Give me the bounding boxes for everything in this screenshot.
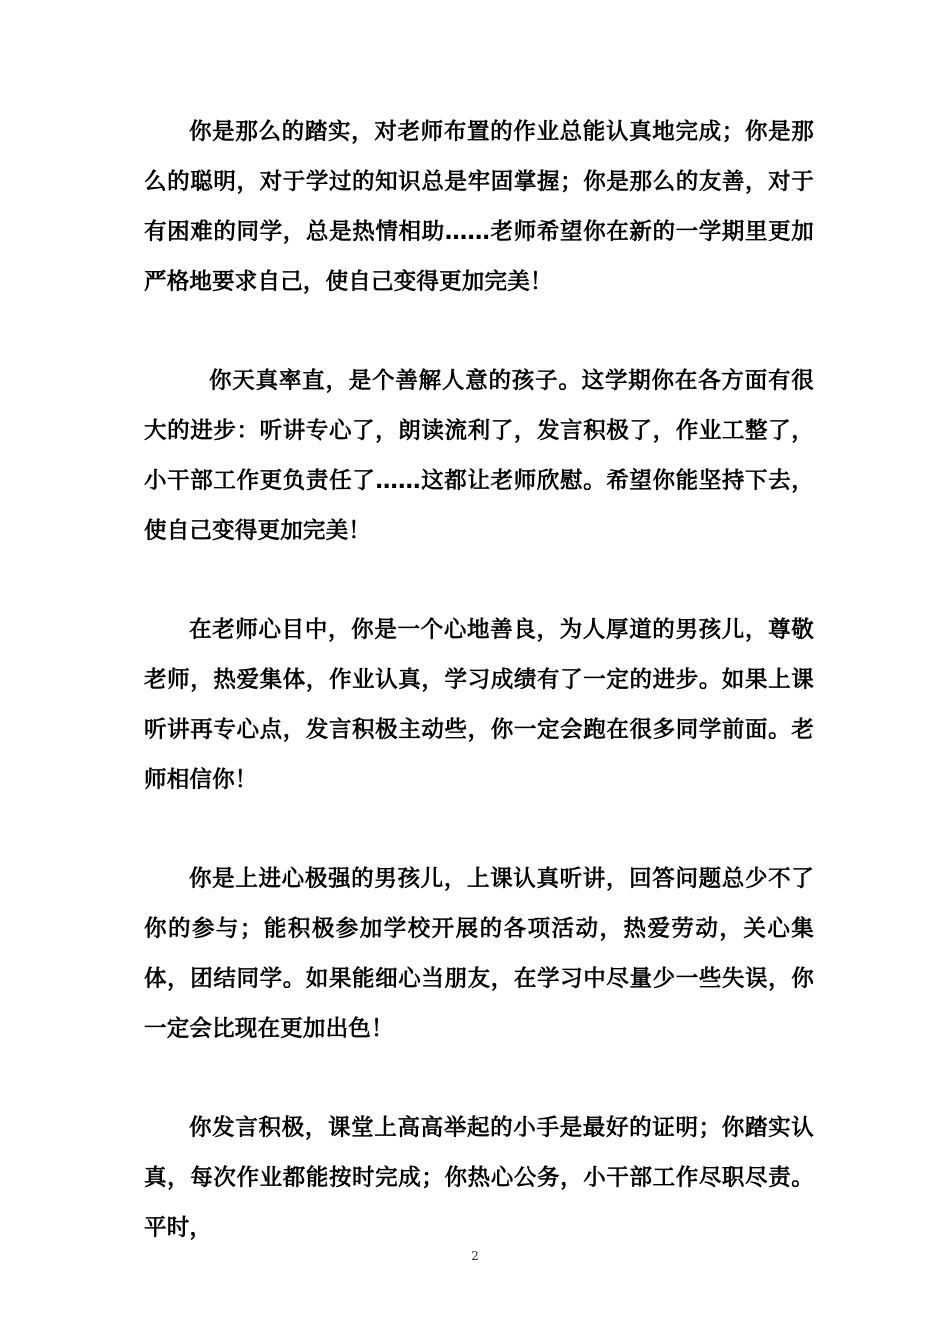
page-number: 2: [471, 1249, 479, 1263]
comment-paragraph-4: 你是上进心极强的男孩儿，上课认真听讲，回答问题总少不了你的参与；能积极参加学校开展的各项活动，热爱劳动，关心集体，团结同学。如果能细心当朋友，在学习中尽量少一些失误，你一定会比现在更加出色！: [144, 866, 814, 1042]
comment-paragraph-3: 在老师心目中，你是一个心地善良，为人厚道的男孩儿，尊敬老师，热爱集体，作业认真，学习成绩有了一定的进步。如果上课听讲再专心点，发言积极主动些，你一定会跑在很多同学前面。老师相信你！: [144, 617, 814, 793]
comment-paragraph-2: 你天真率直，是个善解人意的孩子。这学期你在各方面有很大的进步：听讲专心了，朗读流利了，发言积极了，作业工整了，小干部工作更负责任了……这都让老师欣慰。希望你能坚持下去，使自己变得更加完美！: [144, 368, 814, 544]
comment-paragraph-5: 你发言积极，课堂上高高举起的小手是最好的证明；你踏实认真，每次作业都能按时完成；你热心公务，小干部工作尽职尽责。平时，: [144, 1115, 814, 1241]
comment-paragraph-1: 你是那么的踏实，对老师布置的作业总能认真地完成；你是那么的聪明，对于学过的知识总是牢固掌握；你是那么的友善，对于有困难的同学，总是热情相助……老师希望你在新的一学期里更加严格地要求自己，使自己变得更加完美！: [144, 119, 814, 295]
